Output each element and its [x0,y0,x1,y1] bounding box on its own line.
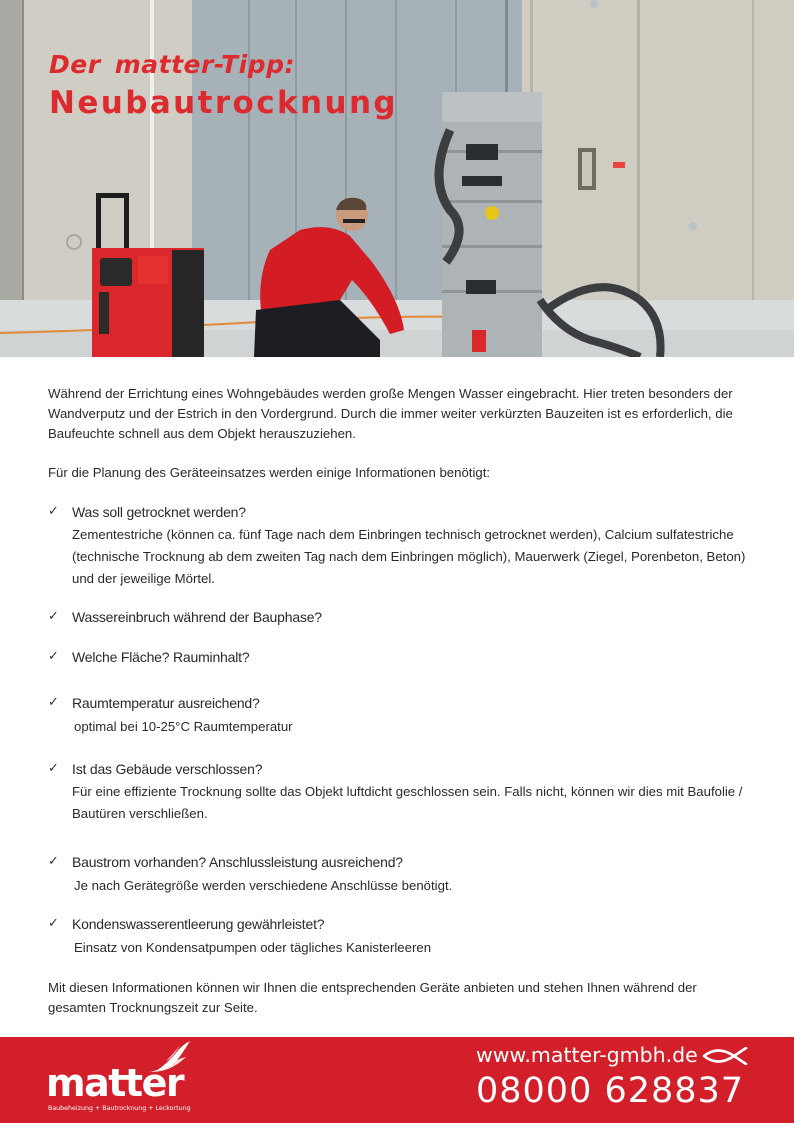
logo-tagline: Baubeheizung + Bautrocknung + Leckortung [48,1105,191,1112]
outro-paragraph: Mit diesen Informationen können wir Ihnen die entsprechenden Geräte anbieten und stehen Ihnen während der gesamten Trocknungszeit zur Seite. [48,980,697,1015]
checkmark-icon: ✓ [48,609,59,624]
checklist-question: Kondenswasserentleerung gewährleistet? [72,916,325,932]
checklist-question: Welche Fläche? Rauminhalt? [72,649,250,665]
intro-paragraph: Während der Errichtung eines Wohngebäudes werden große Mengen Wasser eingebracht. Hier treten besonders der Wandverputz und der Estrich in den Vordergrund. Durch die immer weiter verkürzten Bauzeiten ist es erforderlich, die Baufeuchte schnell aus dem Objekt herauszuziehen. [48,386,733,441]
logo-wordmark: matter [46,1061,184,1105]
checklist [48,502,748,958]
checklist-answer: Für eine effiziente Trocknung sollte das Objekt luftdicht geschlossen sein. Falls nicht, können wir dies mit Baufolie / Bautüren verschließen. [72,784,743,821]
fish-icon [702,1047,748,1065]
hero-kicker: Der matter-Tipp: [49,50,295,79]
footer-banner [0,1037,794,1123]
website-link[interactable]: www.matter-gmbh.de [476,1043,698,1067]
checklist-item [48,693,748,737]
phone-number[interactable]: 08000 628837 [476,1071,745,1111]
checkmark-icon: ✓ [48,695,59,710]
checklist-question: Ist das Gebäude verschlossen? [72,761,263,777]
checklist-answer: Je nach Gerätegröße werden verschiedene Anschlüsse benötigt. [74,878,453,893]
checklist-item [48,607,748,627]
checklist-question: Wassereinbruch während der Bauphase? [72,609,322,625]
hero-title [49,50,398,121]
checklist-answer: Einsatz von Kondensatpumpen oder tägliches Kanisterleeren [74,940,432,955]
checkmark-icon: ✓ [48,916,59,931]
checklist-item [48,914,748,958]
checklist-answer: Zementestriche (können ca. fünf Tage nach dem Einbringen technisch getrocknet werden), Calcium sulfatestriche (technische Trocknung ab dem zweiten Tag nach dem Einbringen möglich), Mauerwerk (Ziegel, Porenbeton, Beton) und der jeweilige Mörtel. [72,527,746,586]
checklist-item [48,502,748,590]
page-title: Neubautrocknung [49,85,399,121]
checklist-question: Raumtemperatur ausreichend? [72,695,260,711]
checklist-item [48,759,748,825]
checkmark-icon: ✓ [48,761,59,776]
matter-logo [46,1039,206,1119]
contact-block [476,1041,748,1113]
intro-paragraph-2: Für die Planung des Geräteeinsatzes werden einige Informationen benötigt: [48,465,491,480]
checkmark-icon: ✓ [48,504,59,519]
article-body [48,384,748,1018]
checkmark-icon: ✓ [48,854,59,869]
website-line [476,1041,748,1069]
checkmark-icon: ✓ [48,649,59,664]
hero-photo [0,0,794,357]
checklist-answer: optimal bei 10-25°C Raumtemperatur [74,719,293,734]
checklist-question: Was soll getrocknet werden? [72,504,246,520]
checklist-item [48,647,748,667]
checklist-question: Baustrom vorhanden? Anschlussleistung ausreichend? [72,854,403,870]
checklist-item [48,852,748,896]
